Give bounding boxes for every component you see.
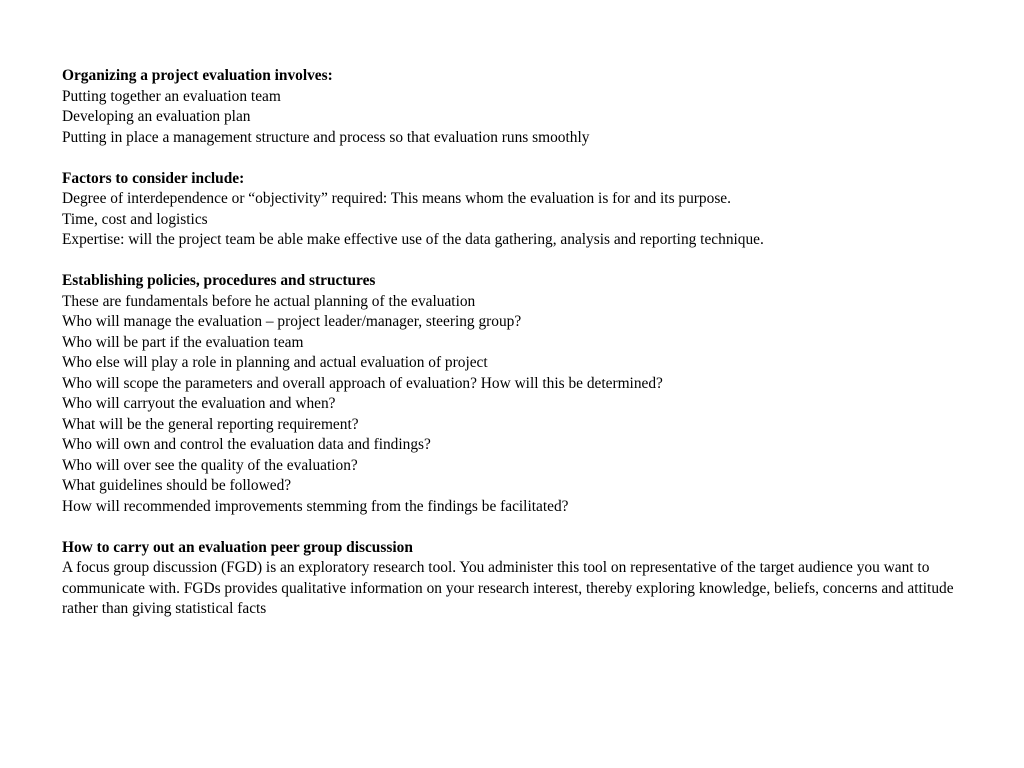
section-heading: Factors to consider include: (62, 169, 245, 187)
section-factors (62, 169, 962, 251)
list-item: What guidelines should be followed? (62, 477, 292, 494)
section-heading: How to carry out an evaluation peer group discussion (62, 538, 413, 556)
list-item: Who will over see the quality of the evaluation? (62, 456, 358, 474)
list-item: Degree of interdependence or “objectivity” required: This means whom the evaluation is for and its purpose. (62, 190, 731, 207)
list-item: Who will manage the evaluation – project leader/manager, steering group? (62, 313, 522, 330)
list-item: Who will be part if the evaluation team (62, 333, 304, 351)
list-item: Developing an evaluation plan (62, 108, 251, 125)
list-item: Who else will play a role in planning and actual evaluation of project (62, 354, 488, 371)
section-policies (62, 271, 962, 517)
section-organizing (62, 66, 962, 148)
list-item: Putting together an evaluation team (62, 87, 281, 105)
list-item: Who will carryout the evaluation and when? (62, 395, 336, 412)
section-heading: Establishing policies, procedures and structures (62, 272, 376, 289)
section-fgd (62, 538, 962, 620)
list-item: Time, cost and logistics (62, 210, 208, 228)
list-item: Who will own and control the evaluation data and findings? (62, 436, 431, 453)
paragraph: A focus group discussion (FGD) is an exploratory research tool. You administer this tool on representative of the target audience you want to communicate with. FGDs provides qualitative information on your research interest, thereby exploring knowledge, beliefs, concerns and attitude rather than giving statistical facts (62, 559, 954, 617)
list-item: What will be the general reporting requirement? (62, 415, 359, 433)
list-item: Who will scope the parameters and overall approach of evaluation? How will this be determined? (62, 374, 663, 392)
list-item: Putting in place a management structure and process so that evaluation runs smoothly (62, 128, 590, 146)
list-item: How will recommended improvements stemming from the findings be facilitated? (62, 497, 569, 515)
section-heading: Organizing a project evaluation involves: (62, 67, 333, 84)
list-item: Expertise: will the project team be able make effective use of the data gathering, analysis and reporting technique. (62, 231, 764, 248)
list-item: These are fundamentals before he actual planning of the evaluation (62, 292, 476, 310)
document-page (62, 66, 962, 620)
